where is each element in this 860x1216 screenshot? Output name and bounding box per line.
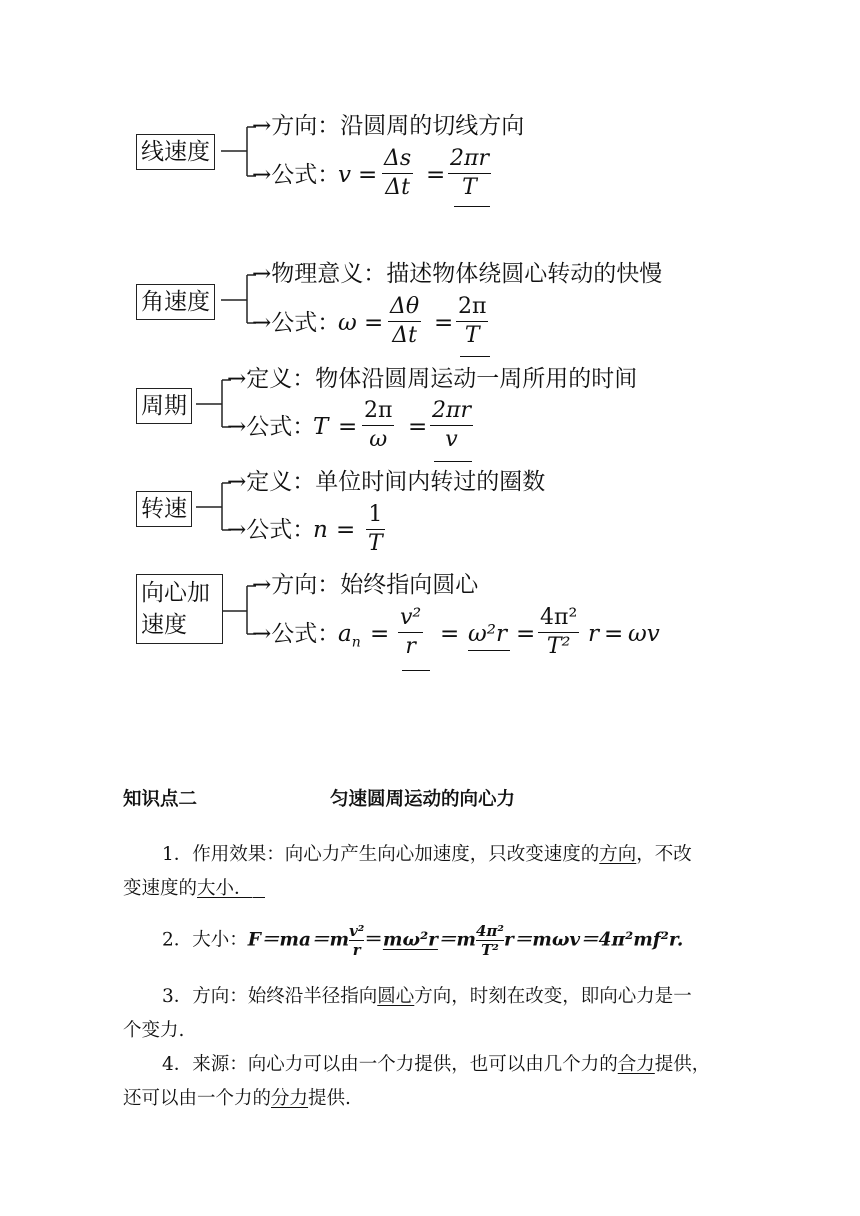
centripetal-term4: ωv — [628, 621, 660, 647]
symbol-subscript: n — [351, 634, 361, 651]
period-formula-prefix: →公式： — [227, 414, 316, 440]
centripetal-term2: ω²r — [468, 621, 507, 647]
angular-velocity-symbol: ω — [338, 310, 357, 336]
frac-numerator: v² — [400, 605, 422, 630]
paragraph-3-line-2: 个变力. — [123, 1020, 185, 1041]
period-blank — [434, 461, 472, 462]
period-eq1: = — [338, 414, 358, 440]
frac-numerator: Δs — [384, 146, 412, 171]
frac-denominator: Δt — [385, 175, 410, 200]
angular-velocity-frac2 — [456, 294, 488, 349]
linear-velocity-direction: →方向：沿圆周的切线方向 — [252, 113, 525, 139]
linear-velocity-eq1: = — [358, 162, 378, 188]
frac-numerator: 1 — [368, 502, 383, 527]
frac-numerator: 4π² — [540, 605, 578, 630]
label-line-2: 速度 — [141, 612, 187, 638]
box-linear-velocity: 线速度 — [136, 134, 215, 170]
centripetal-eq3: = — [516, 621, 536, 647]
frac-numerator: 2πr — [432, 398, 471, 423]
box-angular-velocity: 角速度 — [136, 284, 215, 320]
centripetal-blank-1 — [402, 670, 430, 671]
frac-denominator: ω — [369, 427, 388, 452]
rotation-speed-symbol: n — [313, 517, 328, 543]
paragraph-1-line-2: 变速度的大小． — [123, 874, 265, 904]
centripetal-frac1 — [398, 605, 423, 660]
paragraph-4-line-2: 还可以由一个力的分力提供. — [123, 1088, 351, 1109]
frac-numerator: 2πr — [450, 146, 489, 171]
centripetal-blank-2 — [468, 650, 510, 651]
blank-answer-center: 圆心 — [377, 986, 415, 1007]
centripetal-formula-prefix: →公式： — [252, 621, 341, 647]
box-centripetal-acceleration — [136, 574, 223, 644]
period-frac2 — [430, 398, 473, 453]
frac-denominator: Δt — [392, 323, 417, 348]
angular-velocity-blank — [460, 356, 490, 357]
frac-denominator: T — [368, 531, 383, 556]
section-title: 匀速圆周运动的向心力 — [330, 789, 516, 810]
rotation-speed-definition: →定义：单位时间内转过的圈数 — [227, 469, 546, 495]
centripetal-eq4: = — [604, 621, 624, 647]
frac-denominator: T — [464, 323, 480, 348]
symbol-a: a — [338, 621, 352, 647]
label-line-1: 向心加 — [141, 580, 210, 606]
frac-denominator: v — [445, 427, 458, 452]
angular-velocity-meaning: →物理意义：描述物体绕圆心转动的快慢 — [252, 261, 663, 287]
period-eq2: = — [408, 414, 428, 440]
centripetal-eq1: = — [370, 621, 390, 647]
linear-velocity-frac1 — [382, 146, 413, 201]
paragraph-1-line-1: 1．作用效果：向心力产生向心加速度，只改变速度的方向，不改 — [162, 844, 692, 865]
period-symbol: T — [313, 414, 329, 440]
frac-numerator: 2π — [458, 294, 487, 319]
period-definition: →定义：物体沿圆周运动一周所用的时间 — [227, 366, 638, 392]
box-rotation-speed: 转速 — [136, 491, 192, 527]
frac-denominator: T² — [546, 634, 571, 659]
centripetal-symbol — [338, 619, 361, 658]
blank-answer-component: 分力 — [271, 1088, 309, 1109]
frac-denominator: r — [405, 634, 416, 659]
linear-velocity-eq2: = — [426, 162, 446, 188]
paragraph-3-line-1: 3．方向：始终沿半径指向圆心方向，时刻在改变，即向心力是一 — [162, 986, 692, 1007]
linear-velocity-formula-prefix: →公式： — [252, 162, 341, 188]
blank-answer-m-omega-r: mω²r — [382, 929, 438, 951]
blank-answer-resultant: 合力 — [617, 1054, 655, 1075]
fraction-4pi2-t2: $\frac{\text{4π²}}{\text{T²}}$ — [476, 922, 504, 959]
blank-answer-magnitude: 大小． — [197, 878, 253, 899]
frac-denominator: T — [462, 175, 477, 200]
centripetal-eq2: = — [440, 621, 460, 647]
angular-velocity-frac1 — [388, 294, 421, 349]
box-period: 周期 — [136, 388, 192, 424]
centripetal-r: r — [588, 621, 599, 647]
fraction-v2-r: $\frac{\text{v²}}{r}$ — [349, 922, 365, 959]
blank-answer-direction: 方向 — [599, 844, 637, 865]
linear-velocity-frac2 — [448, 146, 491, 201]
centripetal-direction: →方向：始终指向圆心 — [252, 572, 479, 598]
rotation-speed-formula-prefix: →公式： — [227, 517, 316, 543]
period-frac1 — [362, 398, 394, 453]
paragraph-2: 2．大小：$F=ma=m\frac{\text{v²}}{r}=m\omega^2r=m\frac{\text{4π²}}{\text{T²}}r=m\omega v=4\pi^2mf^2r$. — [162, 922, 684, 959]
angular-velocity-eq2: = — [434, 310, 454, 336]
linear-velocity-symbol: v — [338, 162, 351, 188]
rotation-speed-eq: = — [336, 517, 356, 543]
frac-numerator: 2π — [364, 398, 393, 423]
paragraph-4-line-1: 4．来源：向心力可以由一个力提供，也可以由几个力的合力提供， — [162, 1054, 711, 1075]
rotation-speed-frac — [366, 502, 385, 557]
centripetal-frac3 — [538, 605, 579, 660]
angular-velocity-formula-prefix: →公式： — [252, 310, 341, 336]
angular-velocity-eq1: = — [364, 310, 384, 336]
section-label: 知识点二 — [123, 789, 198, 810]
frac-numerator: Δθ — [390, 294, 420, 319]
linear-velocity-blank — [454, 206, 490, 207]
